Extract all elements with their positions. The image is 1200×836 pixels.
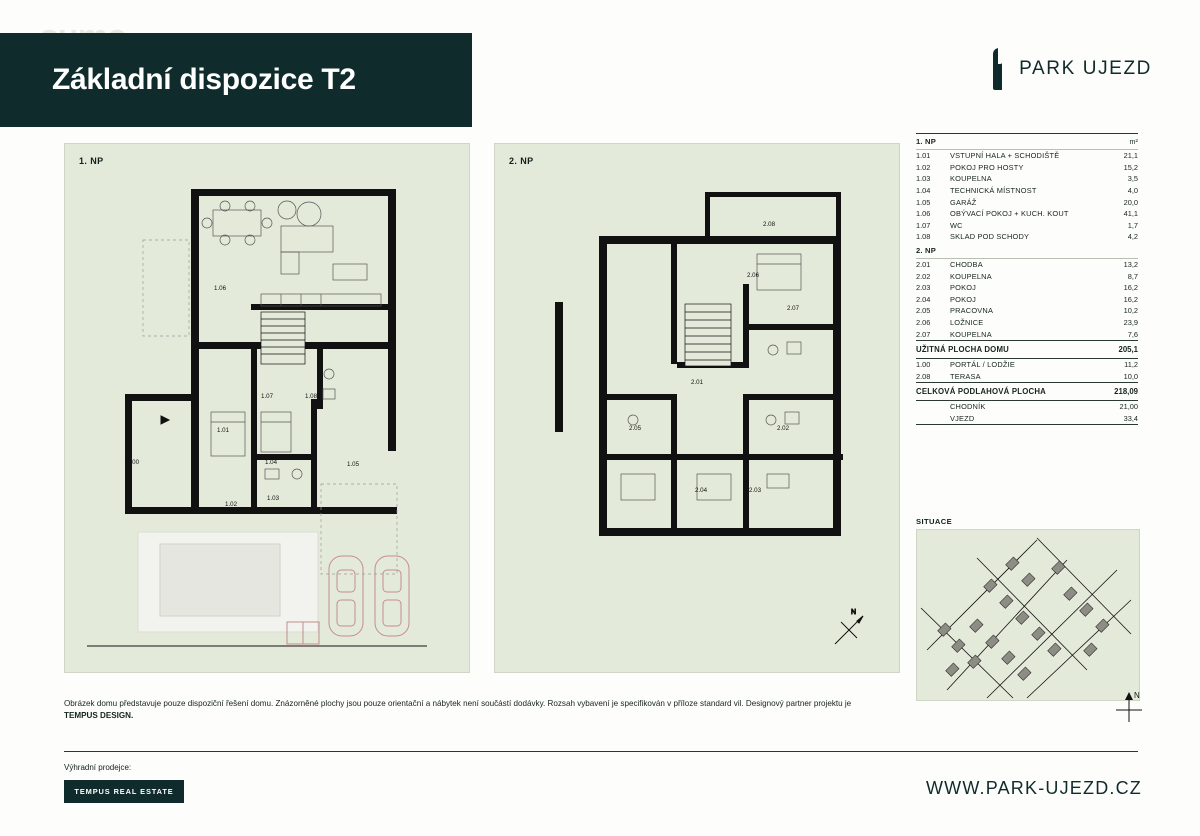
legend-room-name: PRACOVNA: [950, 306, 994, 316]
legend-row: [916, 270, 1138, 282]
legend-room-name: POKOJ PRO HOSTY: [950, 162, 1024, 172]
legend-room-area: 4,0: [1127, 186, 1138, 196]
legend-room-code: 1.00: [916, 360, 931, 370]
legend-room-area: 15,2: [1123, 162, 1138, 172]
legend-room-area: 8,7: [1127, 271, 1138, 281]
total-area-label: CELKOVÁ PODLAHOVÁ PLOCHA: [916, 387, 1046, 397]
legend-room-name: GARÁŽ: [950, 197, 977, 207]
legend-row: [916, 359, 1138, 371]
legend-room-code: 1.01: [916, 151, 931, 161]
legend-room-area: 7,6: [1127, 329, 1138, 339]
legend-room-area: 20,0: [1123, 197, 1138, 207]
legend-row: [916, 371, 1138, 383]
legend-room-code: 1.08: [916, 232, 931, 242]
legend-room-area: 3,5: [1127, 174, 1138, 184]
room-tag-1-04: 1.04: [265, 459, 278, 466]
floorplan-drawing-2np: [495, 144, 899, 672]
room-tag-1-08: 1.08: [305, 393, 318, 400]
situation-map: [916, 529, 1140, 701]
legend-room-code: 2.03: [916, 283, 931, 293]
legend-room-code: 2.05: [916, 306, 931, 316]
disclaimer-text: Obrázek domu představuje pouze dispoziční řešení domu. Znázorněné plochy jsou pouze orientační a nábytek není součástí dodávky. Rozsah vybavení je specifikován v příloze standard vil. Designový partner projektu je: [64, 699, 852, 708]
brand-name: PARK UJEZD: [1019, 58, 1152, 79]
legend-row: [916, 328, 1138, 340]
legend-room-name: POKOJ: [950, 294, 977, 304]
legend-row: [916, 162, 1138, 174]
seller-badge[interactable]: TEMPUS REAL ESTATE: [64, 780, 184, 803]
room-tag-2-05: 2.05: [629, 425, 642, 432]
floorplan-panel-1np: [64, 143, 470, 673]
legend-row: [916, 185, 1138, 197]
situace-title: SITUACE: [916, 517, 953, 526]
situation-map-drawing: [917, 530, 1139, 700]
legend-room-area: 41,1: [1123, 209, 1138, 219]
legend-row: [916, 282, 1138, 294]
disclaimer-note: [64, 698, 864, 722]
legend-room-area: 33,4: [1123, 413, 1138, 423]
disclaimer-partner: TEMPUS DESIGN.: [64, 711, 134, 721]
legend-row: [916, 294, 1138, 306]
panel-label-2np: 2. NP: [509, 156, 534, 166]
legend-room-name: TECHNICKÁ MÍSTNOST: [950, 186, 1037, 196]
legend-row: [916, 220, 1138, 232]
legend-room-area: 10,2: [1123, 306, 1138, 316]
legend-room-area: 23,9: [1123, 318, 1138, 328]
room-tag-2-03: 2.03: [749, 487, 762, 494]
legend-room-area: 10,0: [1123, 371, 1138, 381]
legend-room-area: 21,1: [1123, 151, 1138, 161]
legend-room-name: KOUPELNA: [950, 174, 992, 184]
north-arrow-situation: [1112, 688, 1146, 722]
room-tag-1-01: 1.01: [217, 427, 230, 434]
legend-row: [916, 231, 1138, 243]
room-tag-1-03: 1.03: [267, 495, 280, 502]
legend-room-code: 2.07: [916, 329, 931, 339]
floorplan-panel-2np: [494, 143, 900, 673]
usable-area-total: [916, 341, 1138, 358]
room-tag-1-02: 1.02: [225, 501, 238, 508]
legend-room-name: KOUPELNA: [950, 271, 992, 281]
legend-room-area: 16,2: [1123, 283, 1138, 293]
legend-section-1np: [916, 134, 1138, 149]
legend-room-code: 1.07: [916, 220, 931, 230]
legend-room-name: KOUPELNA: [950, 329, 992, 339]
legend-room-code: 1.03: [916, 174, 931, 184]
legend-room-area: 13,2: [1123, 260, 1138, 270]
room-tag-2-07: 2.07: [787, 305, 800, 312]
legend-room-code: 1.06: [916, 209, 931, 219]
floorplan-drawing-1np: [65, 144, 469, 672]
legend-room-area: 11,2: [1124, 360, 1138, 370]
brand-logo: [989, 48, 1152, 90]
total-floor-area: [916, 383, 1138, 400]
room-tag-2-01: 2.01: [691, 379, 704, 386]
legend-room-code: 2.06: [916, 318, 931, 328]
legend-room-name: CHODBA: [950, 260, 983, 270]
room-tag-2-08-terrace: 2.08: [763, 221, 776, 228]
legend-room-area: 21,00: [1119, 402, 1138, 412]
legend-room-name: VJEZD: [950, 413, 975, 423]
panel-label-1np: 1. NP: [79, 156, 104, 166]
footer-divider: [64, 751, 1138, 752]
room-tag-1-06: 1.06: [214, 285, 227, 292]
room-tag-2-06: 2.06: [747, 272, 760, 279]
seller-label: Výhradní prodejce:: [64, 763, 132, 772]
legend-room-name: PORTÁL / LODŽIE: [950, 360, 1016, 370]
legend-rows-outdoor: [916, 401, 1138, 424]
legend-row: [916, 305, 1138, 317]
legend-row: [916, 317, 1138, 329]
legend-row: [916, 173, 1138, 185]
usable-area-label: UŽITNÁ PLOCHA DOMU: [916, 344, 1009, 354]
room-legend: [916, 133, 1138, 425]
north-label-plan: N: [851, 609, 857, 616]
legend-rows-1np: [916, 150, 1138, 243]
legend-rows-2np: [916, 259, 1138, 340]
legend-room-name: CHODNÍK: [950, 402, 986, 412]
room-tag-1-07: 1.07: [261, 393, 274, 400]
legend-row: [916, 150, 1138, 162]
total-area-value: 218,09: [1114, 387, 1138, 397]
north-label-situation: N: [1134, 691, 1140, 700]
legend-row: [916, 208, 1138, 220]
park-ujezd-mark-icon: [989, 48, 1007, 90]
legend-room-code: 2.08: [916, 371, 931, 381]
legend-unit: m²: [1129, 139, 1138, 146]
legend-room-area: 16,2: [1123, 294, 1138, 304]
legend-row: [916, 413, 1138, 425]
legend-divider-bottom: [916, 424, 1138, 425]
legend-room-name: POKOJ: [950, 283, 977, 293]
room-tag-2-02: 2.02: [777, 425, 790, 432]
legend-title-1np: 1. NP: [916, 137, 936, 146]
room-tag-1-05: 1.05: [347, 461, 360, 468]
legend-room-code: 1.05: [916, 197, 931, 207]
legend-room-name: TERASA: [950, 371, 981, 381]
legend-room-name: LOŽNICE: [950, 318, 984, 328]
legend-section-2np: [916, 243, 1138, 258]
website-link[interactable]: WWW.PARK-UJEZD.CZ: [925, 778, 1142, 798]
legend-room-name: OBÝVACÍ POKOJ + KUCH. KOUT: [950, 209, 1069, 219]
room-tag-2-04: 2.04: [695, 487, 708, 494]
legend-row: [916, 401, 1138, 413]
legend-room-code: 2.04: [916, 294, 931, 304]
legend-row: [916, 259, 1138, 271]
legend-room-code: 1.04: [916, 186, 931, 196]
legend-room-name: SKLAD POD SCHODY: [950, 232, 1030, 242]
legend-rows-extra: [916, 359, 1138, 382]
legend-room-name: WC: [950, 220, 963, 230]
legend-room-area: 4,2: [1127, 232, 1138, 242]
legend-row: [916, 196, 1138, 208]
legend-title-2np: 2. NP: [916, 245, 936, 255]
page-title: Základní dispozice T2: [52, 63, 356, 96]
legend-room-area: 1,7: [1127, 220, 1138, 230]
title-block: [0, 33, 472, 127]
room-tag-1-00: 1.00: [127, 459, 140, 466]
legend-room-code: 2.01: [916, 260, 931, 270]
usable-area-value: 205,1: [1118, 344, 1138, 354]
legend-room-name: VSTUPNÍ HALA + SCHODIŠTĚ: [950, 151, 1060, 161]
legend-room-code: 2.02: [916, 271, 931, 281]
legend-room-code: 1.02: [916, 162, 931, 172]
